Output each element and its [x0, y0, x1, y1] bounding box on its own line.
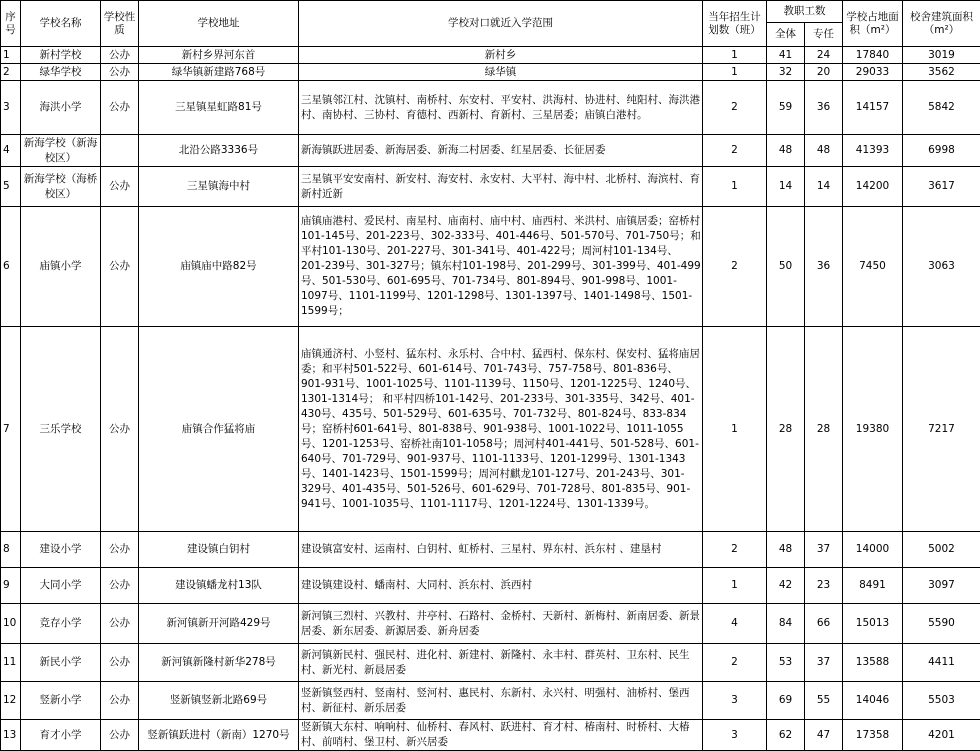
cell-nature: 公办: [101, 568, 139, 604]
table-body: [1, 47, 980, 751]
cell-full: 28: [805, 327, 843, 532]
cell-full: 66: [805, 604, 843, 644]
cell-seq: 2: [1, 64, 21, 81]
header-range: 学校对口就近入学范围: [299, 1, 703, 47]
cell-name: 海洪小学: [21, 81, 101, 135]
cell-total: 59: [767, 81, 805, 135]
cell-area: 29033: [843, 64, 903, 81]
cell-plan: 4: [703, 604, 767, 644]
table-row: [1, 532, 980, 568]
cell-building: 6998: [903, 135, 980, 167]
cell-total: 48: [767, 532, 805, 568]
cell-nature: [101, 135, 139, 167]
cell-plan: 2: [703, 81, 767, 135]
cell-address: 新河镇新开河路429号: [139, 604, 299, 644]
cell-plan: 1: [703, 568, 767, 604]
table-row: [1, 207, 980, 327]
cell-range: 新海镇跃进居委、新海居委、新海二村居委、红星居委、长征居委: [299, 135, 703, 167]
table-row: [1, 644, 980, 682]
cell-address: 竖新镇竖新北路69号: [139, 682, 299, 720]
cell-seq: 1: [1, 47, 21, 64]
cell-plan: 1: [703, 327, 767, 532]
cell-seq: 11: [1, 644, 21, 682]
cell-name: 新海学校（海桥校区）: [21, 167, 101, 207]
cell-area: 14157: [843, 81, 903, 135]
cell-building: 7217: [903, 327, 980, 532]
cell-address: 竖新镇跃进村（新南）1270号: [139, 720, 299, 751]
cell-seq: 8: [1, 532, 21, 568]
cell-full: 24: [805, 47, 843, 64]
cell-name: 三乐学校: [21, 327, 101, 532]
cell-full: 23: [805, 568, 843, 604]
cell-full: 20: [805, 64, 843, 81]
cell-range: 绿华镇: [299, 64, 703, 81]
cell-seq: 9: [1, 568, 21, 604]
header-seq: 序号: [1, 1, 21, 47]
cell-area: 14046: [843, 682, 903, 720]
header-address: 学校地址: [139, 1, 299, 47]
cell-seq: 6: [1, 207, 21, 327]
cell-full: 36: [805, 81, 843, 135]
cell-nature: 公办: [101, 207, 139, 327]
cell-building: 4201: [903, 720, 980, 751]
cell-address: 三星镇海中村: [139, 167, 299, 207]
cell-name: 育才小学: [21, 720, 101, 751]
cell-total: 84: [767, 604, 805, 644]
header-staff-full: 专任: [805, 23, 843, 47]
cell-range: 建设镇富安村、运南村、白钥村、虹桥村、三星村、界东村、浜东村 、建垦村: [299, 532, 703, 568]
cell-address: 绿华镇新建路768号: [139, 64, 299, 81]
cell-nature: 公办: [101, 47, 139, 64]
table-row: [1, 47, 980, 64]
cell-area: 17358: [843, 720, 903, 751]
cell-seq: 10: [1, 604, 21, 644]
cell-area: 19380: [843, 327, 903, 532]
cell-total: 32: [767, 64, 805, 81]
cell-nature: 公办: [101, 720, 139, 751]
cell-plan: 3: [703, 682, 767, 720]
cell-total: 28: [767, 327, 805, 532]
cell-range: 新河镇三烈村、兴教村、井亭村、石路村、金桥村、天新村、新梅村、新南居委、新景居委、新东居委、新源居委、新舟居委: [299, 604, 703, 644]
header-plan: 当年招生计划数（班）: [703, 1, 767, 47]
cell-area: 7450: [843, 207, 903, 327]
cell-range: 竖新镇大东村、响响村、仙桥村、春风村、跃进村、育才村、椿南村、时桥村、大椿村、前哨村、堡卫村、新兴居委: [299, 720, 703, 751]
cell-range: 新村乡: [299, 47, 703, 64]
cell-range: 新河镇新民村、强民村、进化村、新建村、新隆村、永丰村、群英村、卫东村、民生村、新光村、新晨居委: [299, 644, 703, 682]
cell-range: 庙镇庙港村、爱民村、南星村、庙南村、庙中村、庙西村、米洪村、庙镇居委；窑桥村101-145号、201-223号、302-333号、401-446号、501-570号、701-750号；和平村101-130号、201-227号、301-341号、401-422号；周河村101-134号、201-239号、301-327号；镇东村101-198号、201-299号、301-399号、401-499号、501-530号、601-695号、701-734号、801-894号、901-998号、1001-1097号、1101-1199号、1201-1298号、1301-1397号、1401-1498号、1501-1599号；: [299, 207, 703, 327]
cell-plan: 1: [703, 167, 767, 207]
header-building: 校舍建筑面积（m²）: [903, 1, 980, 47]
cell-name: 竞存小学: [21, 604, 101, 644]
table-row: [1, 64, 980, 81]
cell-area: 13588: [843, 644, 903, 682]
header-area: 学校占地面积（m²）: [843, 1, 903, 47]
cell-total: 53: [767, 644, 805, 682]
cell-full: 55: [805, 682, 843, 720]
cell-address: 建设镇蟠龙村13队: [139, 568, 299, 604]
table-row: [1, 167, 980, 207]
cell-name: 绿华学校: [21, 64, 101, 81]
cell-range: 建设镇建设村、蟠南村、大同村、浜东村、浜西村: [299, 568, 703, 604]
cell-building: 3063: [903, 207, 980, 327]
cell-range: 三星镇邻江村、沈镇村、南桥村、东安村、平安村、洪海村、协进村、纯阳村、海洪港村、南协村、三协村、育德村、西新村、育新村、三星居委；庙镇白港村。: [299, 81, 703, 135]
cell-total: 50: [767, 207, 805, 327]
cell-plan: 1: [703, 64, 767, 81]
cell-plan: 2: [703, 207, 767, 327]
cell-area: 17840: [843, 47, 903, 64]
cell-building: 3097: [903, 568, 980, 604]
cell-name: 新海学校（新海校区）: [21, 135, 101, 167]
table-row: [1, 81, 980, 135]
cell-plan: 2: [703, 532, 767, 568]
cell-total: 14: [767, 167, 805, 207]
cell-range: 三星镇平安安南村、新安村、海安村、永安村、大平村、海中村、北桥村、海滨村、育新村近新: [299, 167, 703, 207]
cell-nature: 公办: [101, 167, 139, 207]
cell-total: 42: [767, 568, 805, 604]
cell-plan: 1: [703, 47, 767, 64]
cell-name: 建设小学: [21, 532, 101, 568]
cell-total: 69: [767, 682, 805, 720]
header-staff-total: 全体: [767, 23, 805, 47]
cell-address: 新河镇新隆村新华278号: [139, 644, 299, 682]
cell-name: 竖新小学: [21, 682, 101, 720]
cell-seq: 3: [1, 81, 21, 135]
cell-range: 庙镇通济村、小竖村、猛东村、永乐村、合中村、猛西村、保东村、保安村、猛将庙居委；和平村501-522号、601-614号、701-743号、757-758号、801-836号、901-931号、1001-1025号、1101-1139号、1150号、1201-1225号、1240号、1301-1314号； 和平村四桥101-142号、201-233号、301-335号、342号、401-430号、435号、501-529号、601-635号、701-732号、801-824号、833-834号；窑桥村601-641号、801-838号、901-938号、1001-1022号、1011-1055号、1201-1253号、窑桥社南101-1058号；周河村401-441号、501-528号、601-640号、701-729号、901-937号、1101-1133号、1201-1299号、1301-1343号、1401-1423号、1501-1599号；周河村麒龙101-127号、201-243号、301-329号、401-435号、501-526号、601-629号、701-728号、801-835号、901-941号、1001-1035号、1101-1117号、1201-1224号、1301-1339号。: [299, 327, 703, 532]
cell-area: 15013: [843, 604, 903, 644]
cell-nature: 公办: [101, 604, 139, 644]
table-row: [1, 568, 980, 604]
cell-address: 北沿公路3336号: [139, 135, 299, 167]
cell-total: 48: [767, 135, 805, 167]
cell-seq: 4: [1, 135, 21, 167]
table-row: [1, 327, 980, 532]
cell-address: 庙镇合作猛将庙: [139, 327, 299, 532]
cell-total: 41: [767, 47, 805, 64]
table-row: [1, 682, 980, 720]
cell-total: 62: [767, 720, 805, 751]
cell-nature: 公办: [101, 327, 139, 532]
table-row: [1, 720, 980, 751]
header-name: 学校名称: [21, 1, 101, 47]
cell-building: 5002: [903, 532, 980, 568]
cell-full: 37: [805, 644, 843, 682]
header-staff: 教职工数: [767, 1, 843, 23]
header-nature: 学校性质: [101, 1, 139, 47]
cell-nature: 公办: [101, 644, 139, 682]
cell-area: 14000: [843, 532, 903, 568]
cell-nature: 公办: [101, 532, 139, 568]
cell-full: 47: [805, 720, 843, 751]
cell-building: 5590: [903, 604, 980, 644]
cell-name: 庙镇小学: [21, 207, 101, 327]
cell-full: 36: [805, 207, 843, 327]
cell-plan: 2: [703, 135, 767, 167]
cell-area: 8491: [843, 568, 903, 604]
cell-area: 14200: [843, 167, 903, 207]
cell-seq: 7: [1, 327, 21, 532]
cell-full: 37: [805, 532, 843, 568]
cell-seq: 13: [1, 720, 21, 751]
cell-range: 竖新镇竖西村、竖南村、竖河村、惠民村、东新村、永兴村、明强村、油桥村、堡西村、新征村、新乐居委: [299, 682, 703, 720]
cell-building: 5503: [903, 682, 980, 720]
cell-plan: 2: [703, 644, 767, 682]
table-row: [1, 604, 980, 644]
cell-name: 新民小学: [21, 644, 101, 682]
cell-building: 3562: [903, 64, 980, 81]
cell-address: 新村乡界河东首: [139, 47, 299, 64]
cell-seq: 12: [1, 682, 21, 720]
cell-building: 3019: [903, 47, 980, 64]
cell-name: 大同小学: [21, 568, 101, 604]
table-row: [1, 135, 980, 167]
cell-building: 4411: [903, 644, 980, 682]
cell-building: 3617: [903, 167, 980, 207]
cell-nature: 公办: [101, 64, 139, 81]
cell-full: 14: [805, 167, 843, 207]
cell-area: 41393: [843, 135, 903, 167]
cell-nature: 公办: [101, 682, 139, 720]
cell-full: 48: [805, 135, 843, 167]
cell-address: 庙镇庙中路82号: [139, 207, 299, 327]
cell-plan: 3: [703, 720, 767, 751]
cell-nature: 公办: [101, 81, 139, 135]
cell-building: 5842: [903, 81, 980, 135]
cell-address: 三星镇星虹路81号: [139, 81, 299, 135]
cell-address: 建设镇白钥村: [139, 532, 299, 568]
cell-seq: 5: [1, 167, 21, 207]
cell-name: 新村学校: [21, 47, 101, 64]
